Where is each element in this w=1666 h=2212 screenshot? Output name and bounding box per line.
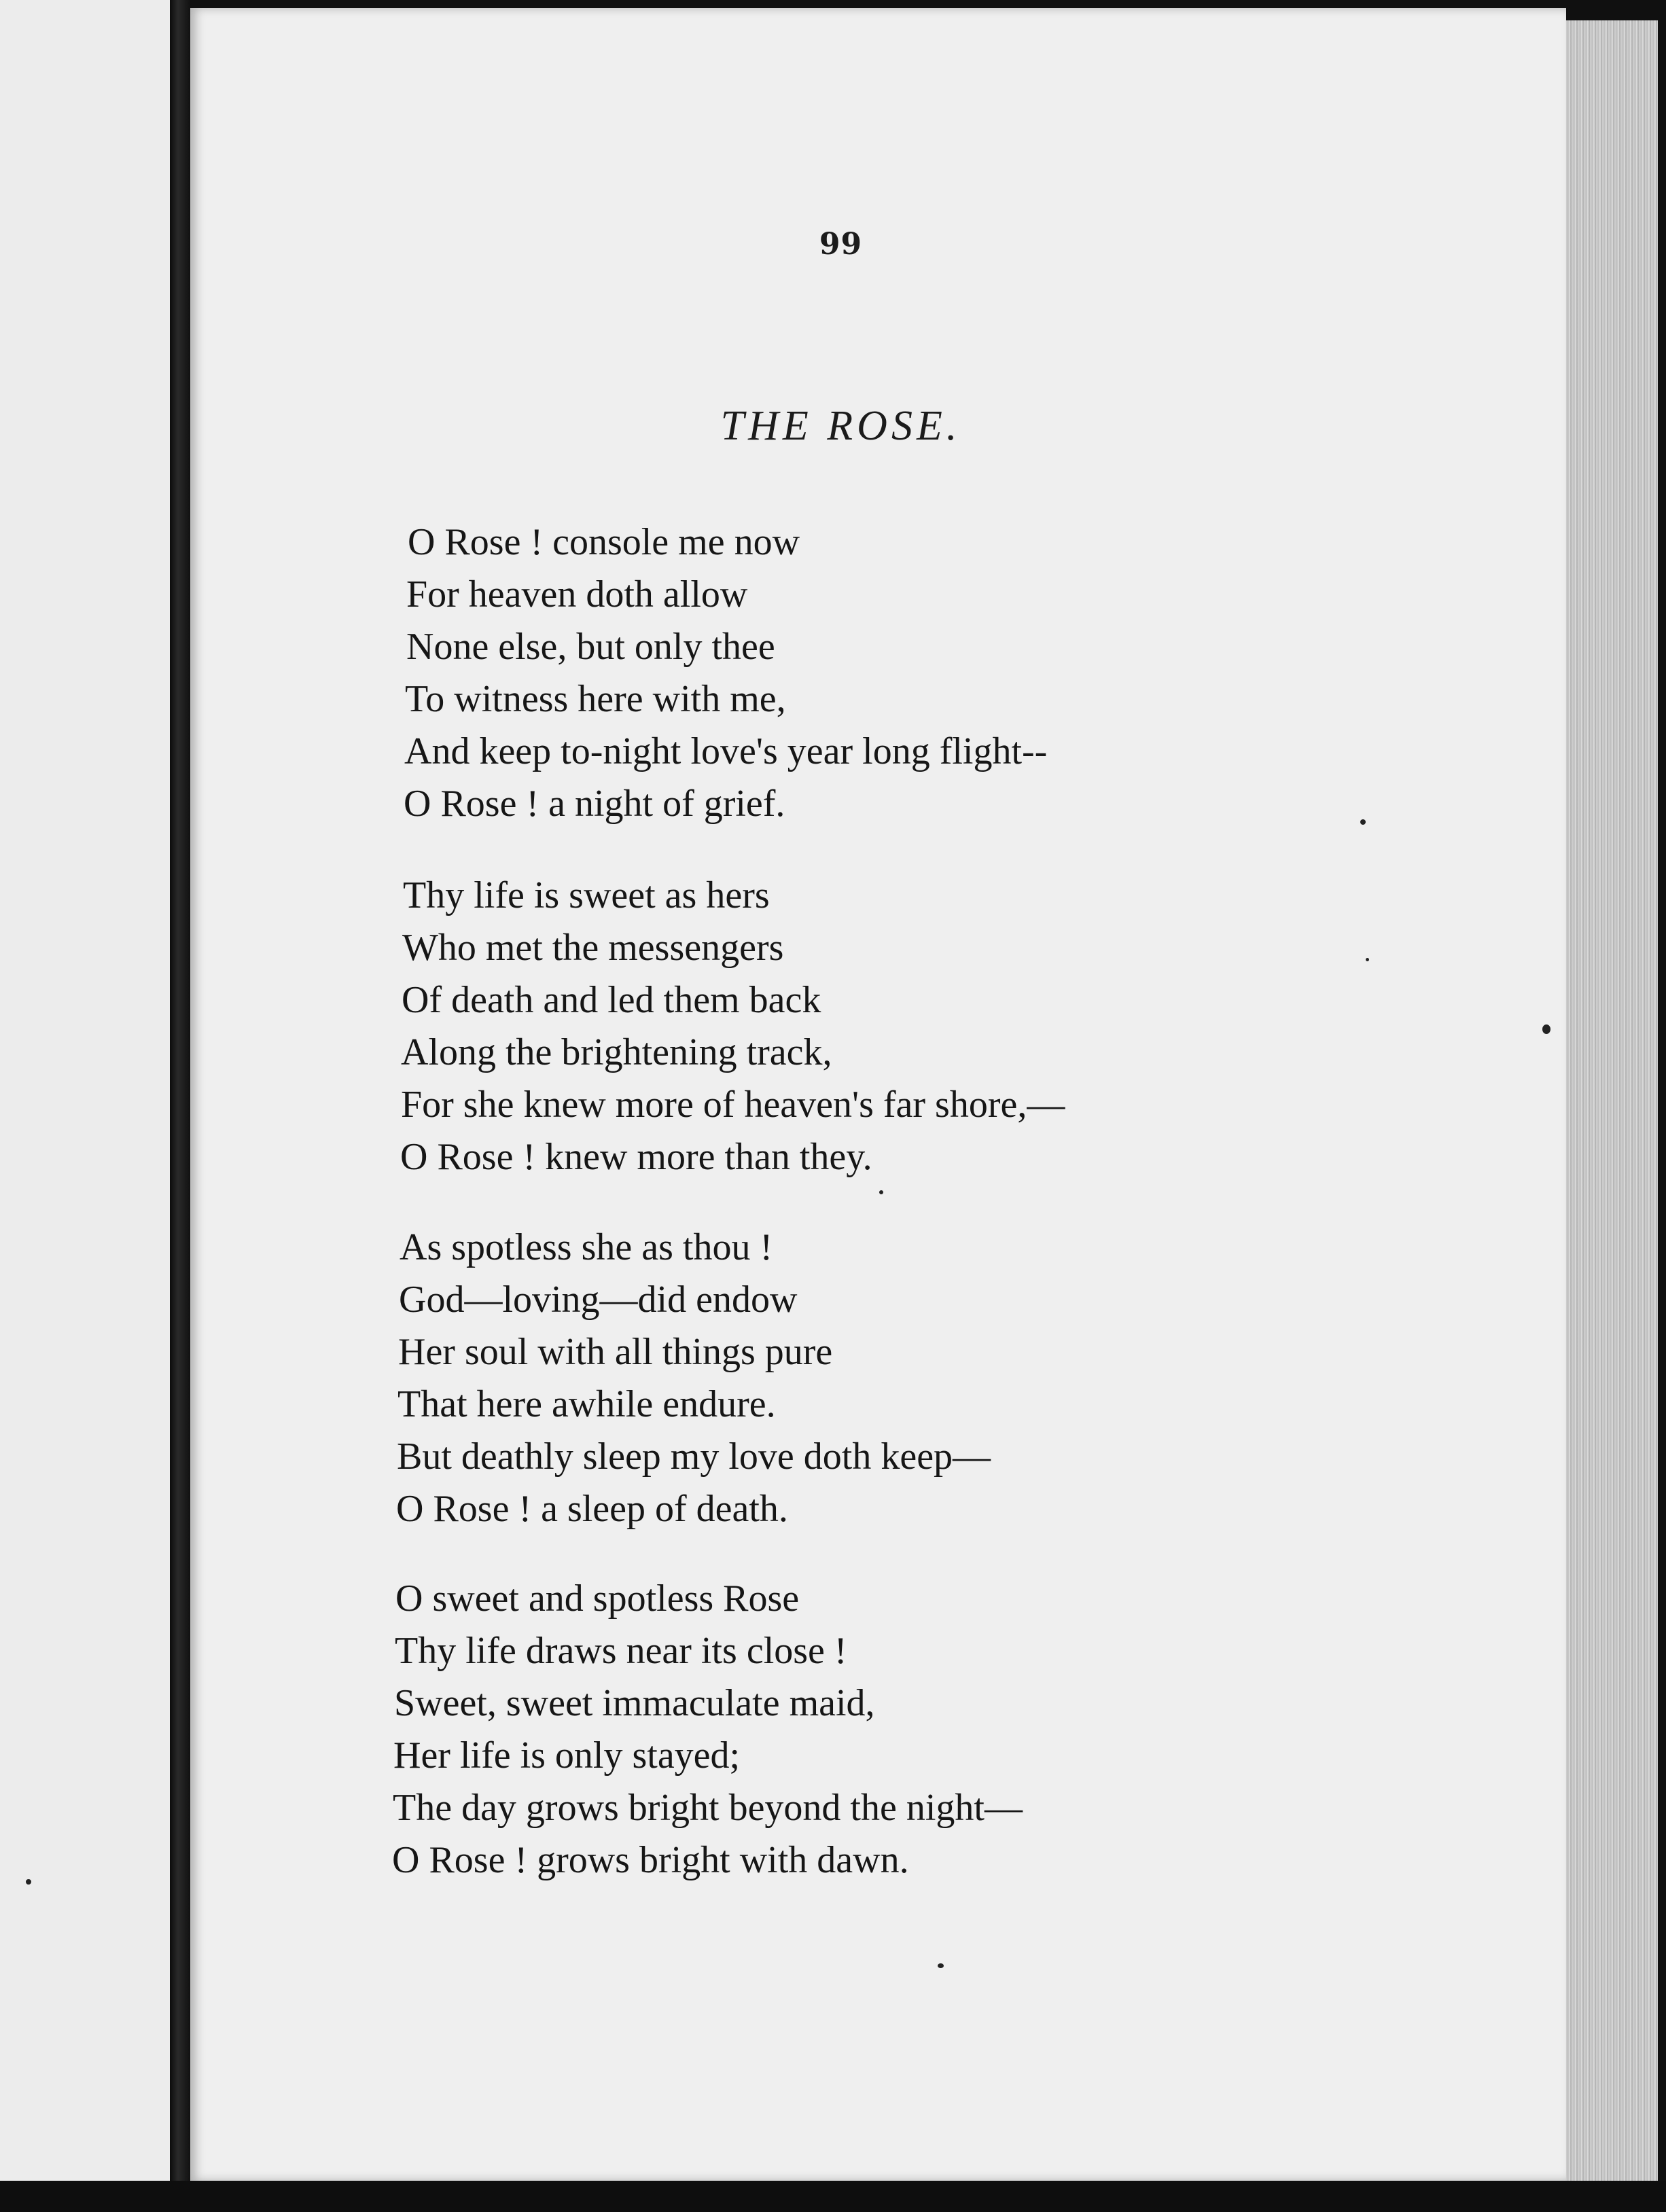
scan-speck [879,1190,883,1194]
scan-speck [1542,1024,1550,1034]
poem-line: None else, but only thee [406,626,775,668]
scan-speck [1366,958,1369,961]
book-gutter [170,0,190,2212]
poem-title: THE ROSE. [720,403,961,449]
poem-line: For she knew more of heaven's far shore,— [401,1084,1065,1126]
poem-line: Her life is only stayed; [393,1734,741,1777]
poem-line: And keep to-night love's year long flight-- [404,730,1048,772]
poem-body [190,8,1566,2181]
poem-line: For heaven doth allow [406,573,748,616]
poem-line: Of death and led them back [402,979,821,1021]
poem-line: That here awhile endure. [397,1383,776,1425]
poem-line: Sweet, sweet immaculate maid, [394,1682,875,1724]
poem-line: God—loving—did endow [399,1279,798,1321]
poem-line: The day grows bright beyond the night— [393,1787,1023,1829]
poem-line: Thy life is sweet as hers [403,874,770,916]
scan-speck [26,1879,31,1885]
poem-line: As spotless she as thou ! [400,1226,773,1268]
poem-line: To witness here with me, [405,678,786,720]
poem-line: Who met the messengers [402,927,784,969]
poem-line: O Rose ! a sleep of death. [396,1488,788,1530]
poem-line: O sweet and spotless Rose [395,1577,800,1620]
page-number: 99 [819,227,863,262]
poem-line: Thy life draws near its close ! [395,1630,847,1672]
facing-page-edge [0,0,170,2181]
scan-border [0,2181,1666,2212]
poem-line: O Rose ! knew more than they. [400,1136,872,1178]
poem-line: But deathly sleep my love doth keep— [397,1435,991,1478]
poem-line: Her soul with all things pure [398,1331,833,1373]
scan-speck [938,1963,944,1968]
scan-speck [1360,819,1366,825]
book-page [190,8,1566,2181]
poem-line: Along the brightening track, [401,1031,832,1073]
poem-line: O Rose ! console me now [408,521,800,563]
page-stack-edges [1566,20,1658,2181]
poem-line: O Rose ! a night of grief. [404,783,785,825]
poem-line: O Rose ! grows bright with dawn. [392,1839,909,1881]
